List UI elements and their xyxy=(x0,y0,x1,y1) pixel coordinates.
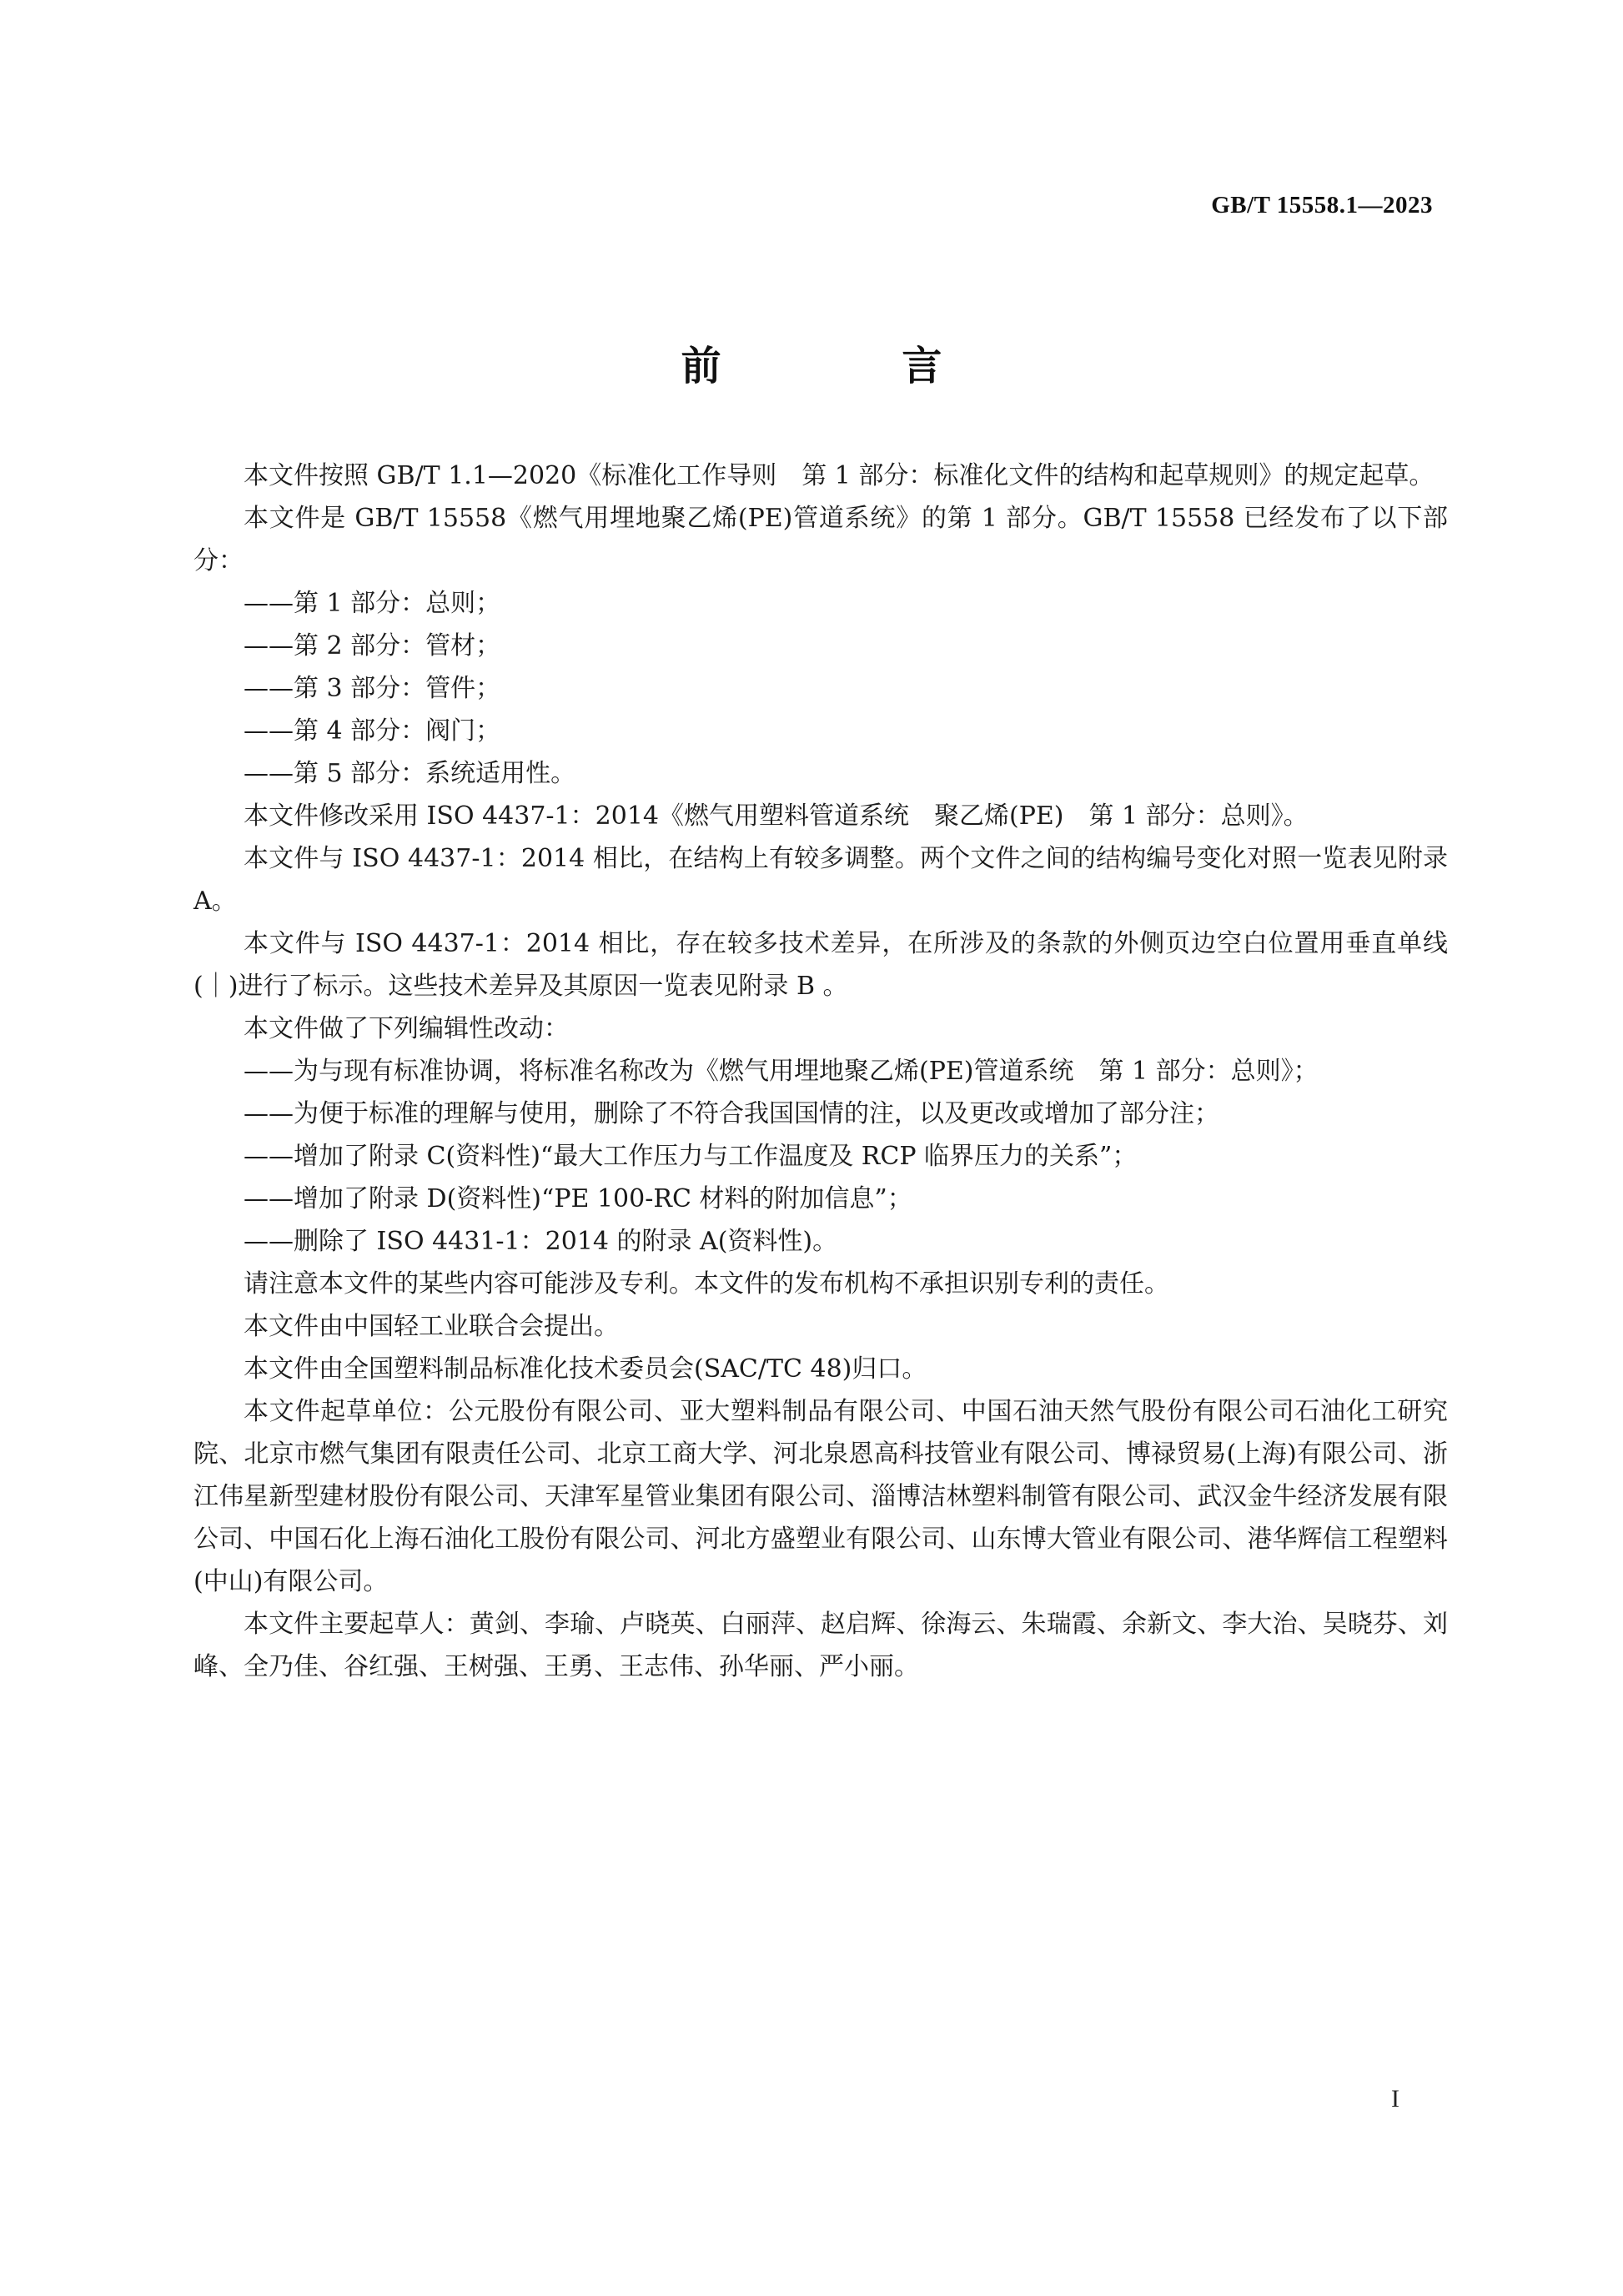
paragraph-drafting-rules: 本文件按照 GB/T 1.1—2020《标准化工作导则 第 1 部分：标准化文件的结构和起草规则》的规定起草。 xyxy=(244,461,1435,490)
paragraph-patent-notice: 请注意本文件的某些内容可能涉及专利。本文件的发布机构不承担识别专利的责任。 xyxy=(244,1269,1169,1299)
page-title: 前 言 xyxy=(681,343,1026,389)
paragraph-editorial-changes: 本文件做了下列编辑性改动： xyxy=(244,1014,569,1043)
paragraph-part-intro: 本文件是 GB/T 15558《燃气用埋地聚乙烯(PE)管道系统》的第 1 部分。GB/T 15558 已经发布了以下部分： xyxy=(193,504,1448,575)
list-item-editorial-4: ——增加了附录 D(资料性)“PE 100-RC 材料的附加信息”； xyxy=(244,1184,912,1213)
list-item-editorial-2: ——为便于标准的理解与使用，删除了不符合我国国情的注，以及更改或增加了部分注； xyxy=(244,1099,1219,1128)
list-item-editorial-1: ——为与现有标准协调，将标准名称改为《燃气用埋地聚乙烯(PE)管道系统 第 1 部分：总则》； xyxy=(244,1057,1319,1086)
list-item-part-4: ——第 4 部分：阀门； xyxy=(244,716,501,746)
page-number: I xyxy=(1391,2085,1399,2113)
list-item-part-3: ——第 3 部分：管件； xyxy=(244,674,501,703)
foreword-body xyxy=(193,455,1448,1688)
list-item-editorial-5: ——删除了 ISO 4431-1：2014 的附录 A(资料性)。 xyxy=(244,1227,838,1256)
list-item-part-1: ——第 1 部分：总则； xyxy=(244,589,501,618)
paragraph-technical-differences: 本文件与 ISO 4437-1：2014 相比，存在较多技术差异，在所涉及的条款的外侧页边空白位置用垂直单线(｜)进行了标示。这些技术差异及其原因一览表见附录 B 。 xyxy=(193,929,1448,1001)
paragraph-drafting-organizations: 本文件起草单位：公元股份有限公司、亚大塑料制品有限公司、中国石油天然气股份有限公司石油化工研究院、北京市燃气集团有限责任公司、北京工商大学、河北泉恩高科技管业有限公司、博禄贸易(上海)有限公司、浙江伟星新型建材股份有限公司、天津军星管业集团有限公司、淄博洁林塑料制管有限公司、武汉金牛经济发展有限公司、中国石化上海石油化工股份有限公司、河北方盛塑业有限公司、山东博大管业有限公司、港华辉信工程塑料(中山)有限公司。 xyxy=(193,1397,1448,1596)
paragraph-iso-adoption: 本文件修改采用 ISO 4437-1：2014《燃气用塑料管道系统 聚乙烯(PE) 第 1 部分：总则》。 xyxy=(244,801,1309,831)
paragraph-proposed-by: 本文件由中国轻工业联合会提出。 xyxy=(244,1312,619,1341)
list-item-part-2: ——第 2 部分：管材； xyxy=(244,631,501,661)
paragraph-drafters: 本文件主要起草人：黄剑、李瑜、卢晓英、白丽萍、赵启辉、徐海云、朱瑞霞、余新文、李大治、吴晓芬、刘峰、全乃佳、谷红强、王树强、王勇、王志伟、孙华丽、严小丽。 xyxy=(193,1610,1448,1681)
paragraph-structure-changes: 本文件与 ISO 4437-1：2014 相比，在结构上有较多调整。两个文件之间的结构编号变化对照一览表见附录 A。 xyxy=(193,844,1448,916)
list-item-part-5: ——第 5 部分：系统适用性。 xyxy=(244,759,576,788)
list-item-editorial-3: ——增加了附录 C(资料性)“最大工作压力与工作温度及 RCP 临界压力的关系”； xyxy=(244,1142,1138,1171)
standard-code: GB/T 15558.1—2023 xyxy=(1211,192,1433,219)
paragraph-managed-by: 本文件由全国塑料制品标准化技术委员会(SAC/TC 48)归口。 xyxy=(244,1354,927,1384)
